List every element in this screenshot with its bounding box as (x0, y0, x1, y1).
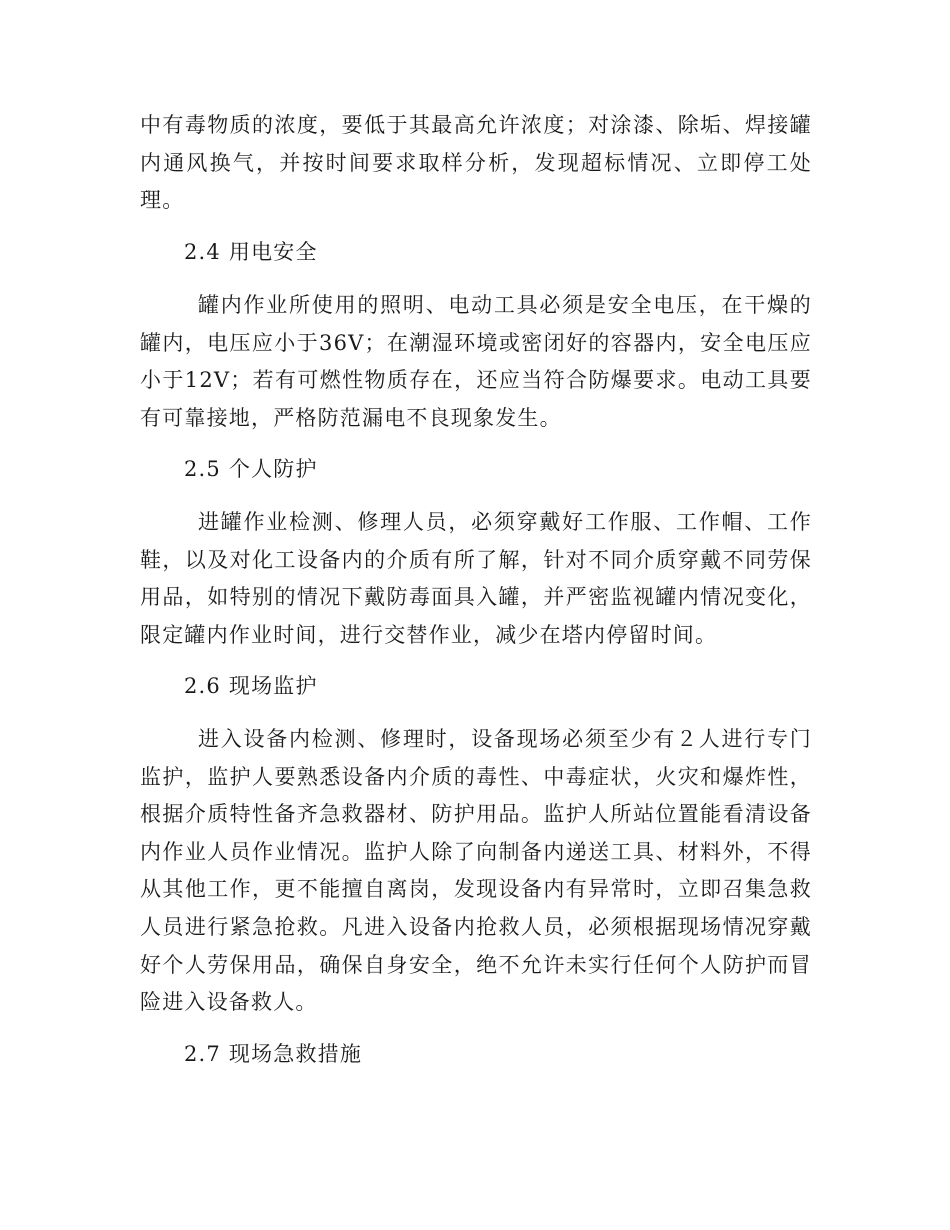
heading-2-5-personal-protection: 2.5 个人防护 (184, 457, 318, 481)
heading-2-4-electrical-safety: 2.4 用电安全 (184, 240, 318, 264)
paragraph-site-monitoring: 进入设备内检测、修理时，设备现场必须至少有２人进行专门监护，监护人要熟悉设备内介质的毒性、中毒症状，火灾和爆炸性，根据介质特性备齐急救器材、防护用品。监护人所站位置能看清设备内作业人员作业情况。监护人除了向制备内递送工具、材料外，不得从其他工作，更不能擅自离岗，发现设备内有异常时，立即召集急救人员进行紧急抢救。凡进入设备内抢救人员，必须根据现场情况穿戴好个人劳保用品，确保自身安全，绝不允许未实行任何个人防护而冒险进入设备救人。 (140, 727, 812, 1015)
paragraph-continued: 中有毒物质的浓度，要低于其最高允许浓度；对涂漆、除垢、焊接罐内通风换气，并按时间要求取样分析，发现超标情况、立即停工处理。 (140, 113, 812, 213)
paragraph-electrical-safety: 罐内作业所使用的照明、电动工具必须是安全电压，在干燥的罐内，电压应小于36V；在潮湿环境或密闭好的容器内，安全电压应小于12V；若有可燃性物质存在，还应当符合防爆要求。电动工具要有可靠接地，严格防范漏电不良现象发生。 (140, 293, 812, 430)
heading-2-7-onsite-first-aid: 2.7 现场急救措施 (184, 1042, 363, 1066)
heading-2-6-site-monitoring: 2.6 现场监护 (184, 674, 318, 698)
paragraph-personal-protection: 进罐作业检测、修理人员，必须穿戴好工作服、工作帽、工作鞋，以及对化工设备内的介质有所了解，针对不同介质穿戴不同劳保用品，如特别的情况下戴防毒面具入罐，并严密监视罐内情况变化，限定罐内作业时间，进行交替作业，减少在塔内停留时间。 (140, 510, 812, 647)
